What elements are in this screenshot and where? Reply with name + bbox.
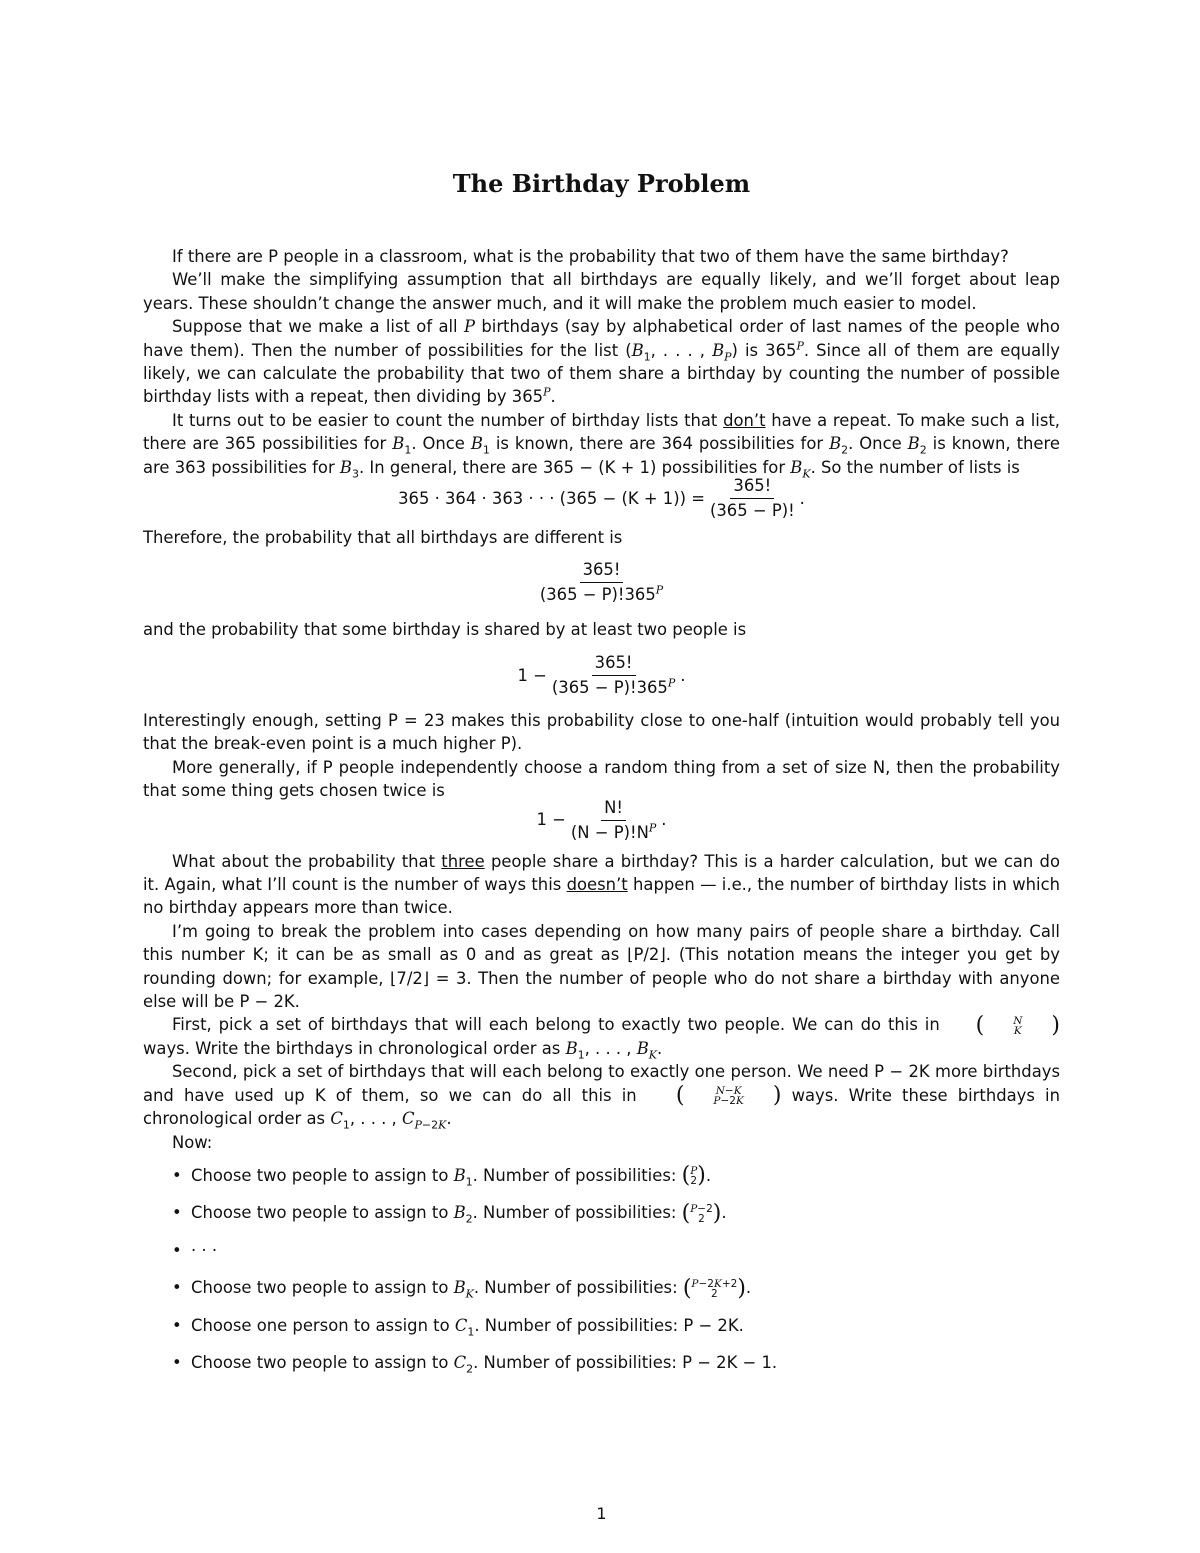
- list-item: • Choose two people to assign to $B_K$. Number of possibilities: ( P−2K+2 2 ) .: [143, 1276, 1060, 1300]
- paragraph-list: Suppose that we make a list of all P birthdays (say by alphabetical order of last names of the people who have them). Then the number of possibilities for the list ($B_1$, . . . , $B_P$) is $365^P$. Since all of them are equally likely, we can calculate the probability that two of them share a birthday by counting the number of possible birthday lists with a repeat, then dividing by $365^P$.: [143, 317, 1060, 407]
- page-number: 1: [596, 1504, 607, 1523]
- paragraph-all-different: Therefore, the probability that all birthdays are different is: [143, 528, 623, 548]
- paragraph-cases: I’m going to break the problem into cases depending on how many pairs of people share a birthday. Call this number K; it can be as small as 0 and as great as ⌊P/2⌋. (This notation means the integer you get by rounding down; for example, ⌊7/2⌋ = 3. Then the number of people who do not share a birthday with anyone else will be P − 2K.: [143, 921, 1060, 1011]
- paragraph-general: More generally, if P people independently choose a random thing from a set of size N, then the probability that some thing gets chosen twice is: [143, 757, 1060, 801]
- paragraph-interesting: Interestingly enough, setting P = 23 makes this probability close to one-half (intuition would probably tell you that the break-even point is a much higher P).: [143, 710, 1060, 754]
- paragraph-first: First, pick a set of birthdays that will each belong to exactly two people. We can do this in ( N K ) ways. Write the birthdays in chronological order as $B_1$, . . . , $B_K$.: [143, 1012, 1061, 1062]
- page-title: The Birthday Problem: [452, 169, 751, 198]
- paragraph-shared: and the probability that some birthday is shared by at least two people is: [143, 620, 747, 640]
- steps-list: [143, 1164, 1060, 1375]
- document-body: [143, 245, 1060, 1389]
- list-item: • Choose two people to assign to $B_2$. Number of possibilities: ( P−2 2 ) .: [143, 1201, 1060, 1225]
- equation-all-different: $\frac{365!}{(365 - P)!365^P}$: [539, 560, 664, 605]
- paragraph-intro: If there are P people in a classroom, what is the probability that two of them have the same birthday?: [172, 247, 1009, 266]
- equation-number-of-lists: 365 · 364 · 363 · · · (365 − (K + 1)) = $\frac{365!}{(365 - P)!}$ .: [398, 476, 805, 521]
- paragraph-assumption: We’ll make the simplifying assumption that all birthdays are equally likely, and we’ll forget about leap years. These shouldn’t change the answer much, and it will make the problem much easier to model.: [143, 270, 1060, 313]
- paragraph-count: It turns out to be easier to count the number of birthday lists that don’t have a repeat. To make such a list, there are 365 possibilities for $B_1$. Once $B_1$ is known, there are 364 possibilities for $B_2$. Once $B_2$ is known, there are 363 possibilities for $B_3$. In general, there are 365 − (K + 1) possibilities for $B_K$. So the number of lists is: [143, 410, 1060, 480]
- list-item: • Choose two people to assign to $C_2$. Number of possibilities: P − 2K − 1.: [143, 1351, 1060, 1374]
- paragraph-second: Second, pick a set of birthdays that will each belong to exactly one person. We need P − 2K more birthdays and have used up K of them, so we can do all this in ( N−K P−2K ) ways. Write these birthdays in chronological order as $C_1$, . . . , $C_{P-2K}$.: [143, 1062, 1060, 1132]
- list-item: • · · ·: [143, 1239, 1060, 1262]
- list-item: • Choose two people to assign to $B_1$. Number of possibilities: ( P 2 ) .: [143, 1164, 1060, 1188]
- list-item: • Choose one person to assign to $C_1$. Number of possibilities: P − 2K.: [143, 1314, 1060, 1337]
- paragraph-three: What about the probability that three people share a birthday? This is a harder calculation, but we can do it. Again, what I’ll count is the number of ways this doesn’t happen — i.e., the number of birthday lists in which no birthday appears more than twice.: [143, 851, 1060, 918]
- equation-shared: 1 − $\frac{365!}{(365 - P)!365^P}$ .: [517, 652, 686, 697]
- paragraph-now: Now:: [172, 1132, 213, 1152]
- equation-general: 1 − $\frac{N!}{(N - P)!N^P}$ .: [536, 797, 667, 842]
